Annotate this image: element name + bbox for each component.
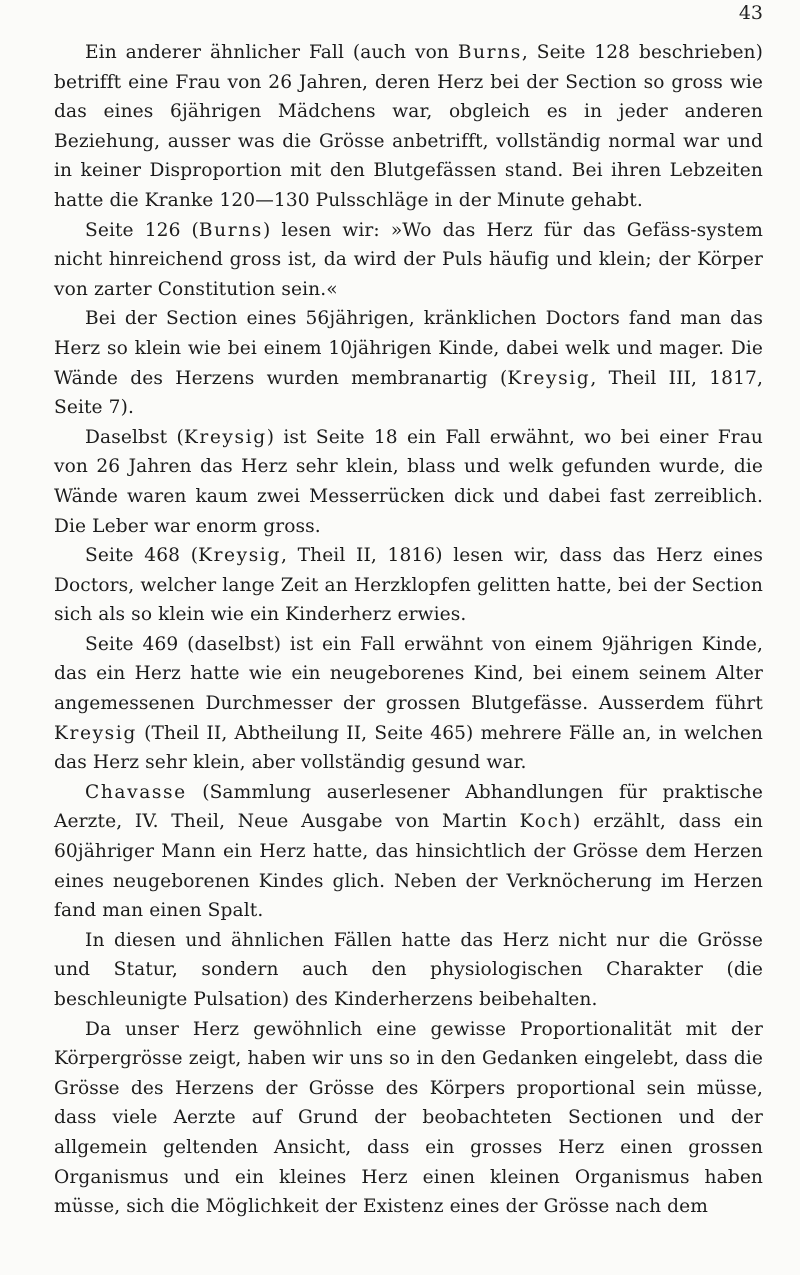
text-run: , Theil II, 1816) lesen wir, dass das Herz eines Doctors, welcher lange Zeit an Herzklopfen gelitten hatte, bei der Section sich als so klein wie ein Kinderherz erwies. — [54, 545, 763, 626]
author-name: Kreysig — [507, 367, 591, 389]
paragraph — [54, 926, 763, 1015]
author-name: Chavasse — [85, 781, 187, 803]
text-run: Da unser Herz gewöhnlich eine gewisse Proportionalität mit der Körpergrösse zeigt, haben wir uns so in den Gedanken eingelebt, dass die Grösse des Herzens der Grösse des Körpers proportional sein müsse, dass viele Aerzte auf Grund der beobachteten Sectionen und der allgemein geltenden Ansicht, dass ein grosses Herz einen grossen Organismus und ein kleines Herz einen kleinen Organismus haben müsse, sich die Möglichkeit der Existenz eines der Grösse nach dem — [54, 1018, 763, 1218]
text-run: (Sammlung auserlesener Abhandlungen für praktische Aerzte, IV. Theil, Neue Ausgabe von Martin — [54, 781, 763, 833]
text-run: Ein anderer ähnlicher Fall (auch von — [85, 42, 458, 63]
page-number: 43 — [738, 2, 763, 24]
paragraph — [54, 38, 763, 216]
text-run: , Seite 128 beschrieben) betrifft eine Frau von 26 Jahren, deren Herz bei der Section so gross wie das eines 6jährigen Mädchens war, obgleich es in jeder anderen Beziehung, ausser was die Grösse anbetrifft, vollständig normal war und in keiner Disproportion mit den Blutgefässen stand. Bei ihren Lebzeiten hatte die Kranke 120—130 Pulsschläge in der Minute gehabt. — [54, 42, 763, 211]
text-run: In diesen und ähnlichen Fällen hatte das Herz nicht nur die Grösse und Statur, sondern auch den physiologischen Charakter (die beschleunigte Pulsation) des Kinderherzens beibehalten. — [54, 929, 763, 1010]
text-run: ) erzählt, dass ein 60jähriger Mann ein Herz hatte, das hinsichtlich der Grösse dem Herzen eines neugeborenen Kindes glich. Neben der Verknöcherung im Herzen fand man einen Spalt. — [54, 811, 763, 922]
paragraph — [54, 216, 763, 305]
text-run: (Theil II, Abtheilung II, Seite 465) mehrere Fälle an, in welchen das Herz sehr klein, aber vollständig gesund war. — [54, 722, 763, 774]
text-run: Seite 126 ( — [85, 219, 199, 241]
paragraph — [54, 423, 763, 541]
author-name: Kreysig — [183, 426, 267, 448]
paragraph — [54, 630, 763, 778]
paragraph — [54, 304, 763, 422]
text-run: Daselbst ( — [85, 426, 184, 448]
paragraph — [54, 541, 763, 630]
author-name: Kreysig — [198, 545, 281, 567]
author-name: Kreysig — [54, 722, 137, 744]
text-run: Seite 468 ( — [85, 545, 199, 567]
author-name: Burns — [457, 42, 522, 63]
text-run: Bei der Section eines 56jährigen, kränklichen Doctors fand man das Herz so klein wie bei einem 10jährigen Kinde, dabei welk und mager. Die Wände des Herzens wurden membranartig ( — [54, 308, 763, 389]
paragraph — [54, 778, 763, 926]
paragraph — [54, 1015, 763, 1222]
text-run: ) ist Seite 18 ein Fall erwähnt, wo bei einer Frau von 26 Jahren das Herz sehr klein, blass und welk gefunden wurde, die Wände waren kaum zwei Messerrücken dick und dabei fast zerreiblich. Die Leber war enorm gross. — [54, 426, 763, 537]
body-text — [54, 38, 763, 1222]
author-name: Burns — [198, 219, 263, 241]
text-run: ) lesen wir: »Wo das Herz für das Gefäss-system nicht hinreichend gross ist, da wird der Puls häufig und klein; der Körper von zarter Constitution sein.« — [54, 219, 763, 300]
text-run: Seite 469 (daselbst) ist ein Fall erwähnt von einem 9jährigen Kinde, das ein Herz hatte wie ein neugeborenes Kind, bei einem seinem Alter angemessenen Durchmesser der grossen Blutgefässe. Ausserdem führt — [54, 633, 763, 715]
author-name: Koch — [519, 811, 574, 833]
text-run: , Theil III, 1817, Seite 7). — [54, 367, 763, 419]
